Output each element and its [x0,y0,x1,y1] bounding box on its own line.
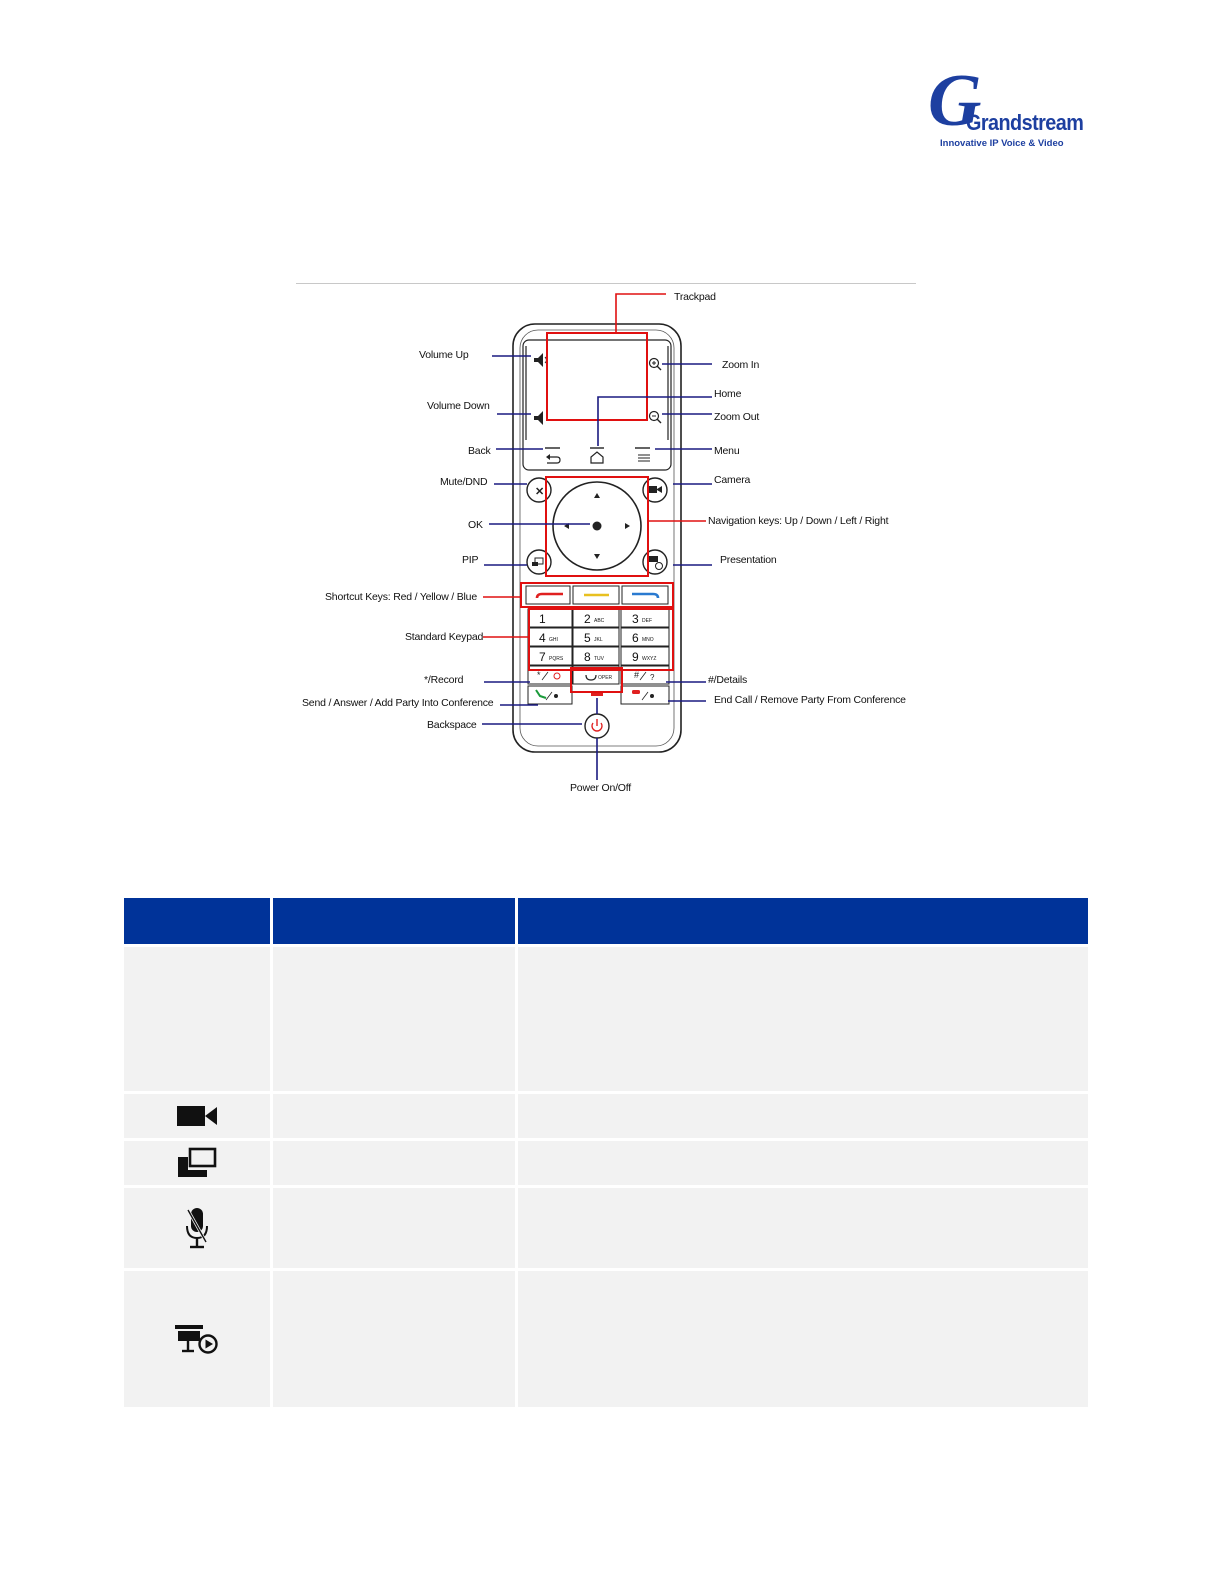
keypad-digit-1: 1 [539,612,546,626]
logo-tagline: Innovative IP Voice & Video [940,138,1064,149]
header-cell-icon [124,898,270,944]
label-standard-keypad: Standard Keypad [405,631,484,643]
keypad-key-1 [528,609,572,627]
keypad-letters-5: JKL [594,637,603,643]
label-navigation-keys: Navigation keys: Up / Down / Left / Right [708,515,889,527]
svg-text:OPER: OPER [598,675,613,681]
keypad-digit-4: 4 [539,631,546,645]
logo-brand: Grandstream [966,110,1084,135]
label-camera: Camera [714,474,751,486]
ok-button [593,522,602,531]
svg-text:#: # [634,670,640,680]
keypad-grid [528,609,669,665]
label-send-answer: Send / Answer / Add Party Into Conference [302,697,494,709]
table-header-row [124,898,1088,944]
svg-text:*: * [537,670,541,680]
label-power: Power On/Off [570,782,632,794]
label-home: Home [714,388,742,400]
table-row [124,1188,1088,1268]
keypad-digit-5: 5 [584,631,591,645]
label-shortcut-keys: Shortcut Keys: Red / Yellow / Blue [325,591,477,603]
keypad-digit-6: 6 [632,631,639,645]
label-star-record: */Record [424,674,464,686]
keypad-letters-8: TUV [594,656,604,662]
table-row [124,1271,1088,1407]
label-pip: PIP [462,554,479,566]
presentation-icon [174,1324,220,1354]
keypad-digit-2: 2 [584,612,591,626]
table-row [124,1094,1088,1138]
mute-mic-icon [184,1206,210,1250]
header-cell-key [273,898,515,944]
keypad-letters-3: DEF [642,618,652,624]
keypad-letters-2: ABC [594,618,605,624]
label-back: Back [468,445,491,457]
label-trackpad: Trackpad [674,291,716,303]
trackpad-area [523,340,671,470]
camera-icon [176,1104,218,1128]
label-zoom-out: Zoom Out [714,411,760,423]
header-cell-description [518,898,1088,944]
pip-button [527,550,551,574]
keypad-letters-7: PQRS [549,656,564,662]
table-row [124,947,1088,1091]
svg-text:?: ? [650,673,655,682]
keypad-digit-3: 3 [632,612,639,626]
label-volume-down: Volume Down [427,400,490,412]
label-end-call: End Call / Remove Party From Conference [714,694,906,706]
label-ok: OK [468,519,483,531]
label-volume-up: Volume Up [419,349,469,361]
logo-g-glyph: G [928,60,982,142]
label-mute-dnd: Mute/DND [440,476,488,488]
keypad-letters-4: GHI [549,637,558,643]
keypad-digit-9: 9 [632,650,639,664]
label-menu: Menu [714,445,740,457]
table-row [124,1141,1088,1185]
svg-text:✕: ✕ [535,486,545,498]
keypad-letters-6: MNO [642,637,654,643]
label-presentation: Presentation [720,554,777,566]
label-backspace: Backspace [427,719,477,731]
pip-icon [177,1147,217,1179]
keypad-letters-9: WXYZ [642,656,657,662]
keypad-digit-8: 8 [584,650,591,664]
label-hash-details: #/Details [708,674,748,686]
label-zoom-in: Zoom In [722,359,760,371]
keypad-digit-7: 7 [539,650,546,664]
